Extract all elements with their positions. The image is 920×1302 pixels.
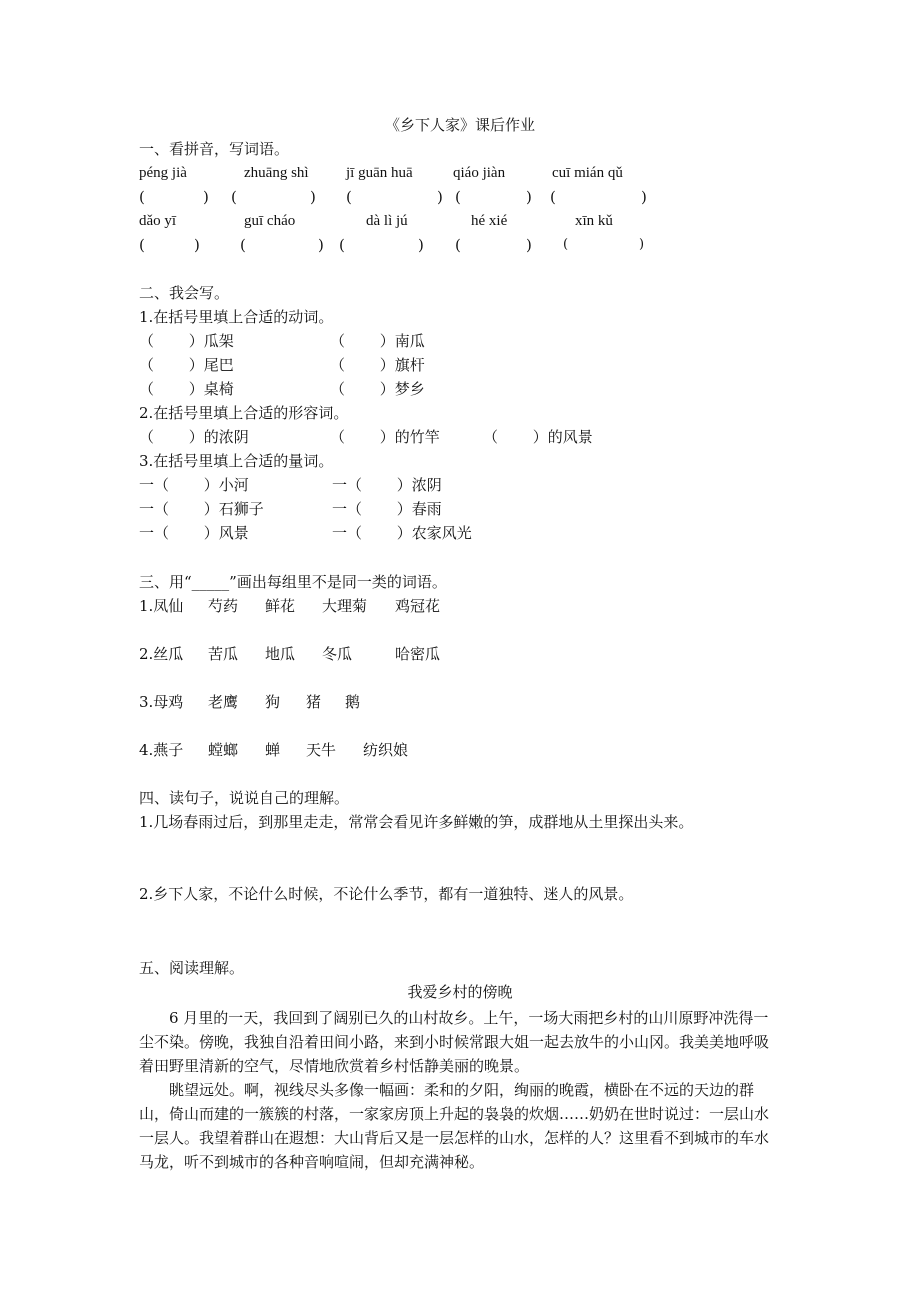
section-4-heading: 四、读句子，说说自己的理解。 [139,789,350,807]
fill-item[interactable]: （ ）旗杆 [330,356,425,374]
pinyin-9: hé xié [471,213,508,229]
question-2-1: 1.在括号里填上合适的动词。 [139,308,334,326]
word-option[interactable]: 螳螂 [208,741,239,759]
fill-item[interactable]: （ ）的竹竿 [330,428,440,446]
word-option[interactable]: 地瓜 [265,645,296,663]
word-option[interactable]: 大理菊 [322,597,368,615]
fill-item[interactable]: （ ）桌椅 [139,380,234,398]
word-option[interactable]: 哈密瓜 [395,645,441,663]
answer-blank-2-open[interactable]: ( [231,188,237,206]
answer-blank-10-open[interactable]: ( [563,237,569,252]
word-option[interactable]: 蝉 [265,741,281,759]
pinyin-7: guī cháo [244,213,296,229]
fill-item[interactable]: 一（ ）石狮子 [139,500,264,518]
word-option[interactable]: 猪 [306,693,322,711]
word-option[interactable]: 4.燕子 [139,741,184,759]
fill-item[interactable]: 一（ ）农家风光 [332,524,472,542]
pinyin-10: xīn kǔ [575,213,613,229]
word-option[interactable]: 1.凤仙 [139,597,184,615]
section-3-heading: 三、用“_____”画出每组里不是同一类的词语。 [139,573,447,591]
fill-item[interactable]: （ ）梦乡 [330,380,425,398]
pinyin-4: qiáo jiàn [453,165,506,181]
sentence-2: 2.乡下人家，不论什么时候，不论什么季节，都有一道独特、迷人的风景。 [139,885,634,903]
word-option[interactable]: 鲜花 [265,597,296,615]
pinyin-2: zhuāng shì [244,165,309,181]
answer-blank-5-open[interactable]: ( [550,188,556,206]
pinyin-6: dǎo yī [139,213,177,229]
answer-blank-8-open[interactable]: ( [339,236,345,254]
section-2-heading: 二、我会写。 [139,284,230,302]
answer-blank-1-close: ) [203,188,209,206]
answer-blank-6-close: ) [194,236,200,254]
word-option[interactable]: 天牛 [306,741,337,759]
fill-item[interactable]: （ ）的浓阴 [139,428,249,446]
word-option[interactable]: 冬瓜 [322,645,353,663]
fill-item[interactable]: （ ）的风景 [483,428,593,446]
fill-item[interactable]: 一（ ）风景 [139,524,249,542]
section-1-heading: 一、看拼音，写词语。 [139,140,290,158]
answer-blank-2-close: ) [310,188,316,206]
question-2-2: 2.在括号里填上合适的形容词。 [139,404,349,422]
section-5-heading: 五、阅读理解。 [139,959,245,977]
answer-blank-6-open[interactable]: ( [139,236,145,254]
answer-blank-7-close: ) [318,236,324,254]
answer-blank-5-close: ) [641,188,647,206]
word-option[interactable]: 老鹰 [208,693,239,711]
answer-blank-8-close: ) [418,236,424,254]
word-option[interactable]: 芍药 [208,597,239,615]
answer-blank-9-open[interactable]: ( [455,236,461,254]
fill-item[interactable]: （ ）南瓜 [330,332,425,350]
fill-item[interactable]: （ ）瓜架 [139,332,234,350]
passage-paragraph-1: 6 月里的一天，我回到了阔别已久的山村故乡。上午，一场大雨把乡村的山川原野冲洗得一尘不染。傍晚，我独自沿着田间小路，来到小时候常跟大姐一起去放牛的小山冈。我美美地呼吸着田野里清新的空气，尽情地欣赏着乡村恬静美丽的晚景。 [139,1009,770,1075]
question-2-3: 3.在括号里填上合适的量词。 [139,452,334,470]
fill-item[interactable]: （ ）尾巴 [139,356,234,374]
word-option[interactable]: 苦瓜 [208,645,239,663]
word-option[interactable]: 狗 [265,693,281,711]
answer-blank-10-close: ) [639,237,645,252]
pinyin-5: cuī mián qǔ [552,165,623,181]
word-option[interactable]: 3.母鸡 [139,693,184,711]
word-option[interactable]: 鸡冠花 [395,597,441,615]
answer-blank-7-open[interactable]: ( [240,236,246,254]
passage-paragraph-2: 眺望远处。啊，视线尽头多像一幅画：柔和的夕阳，绚丽的晚霞，横卧在不远的天边的群山，倚山而建的一簇簇的村落，一家家房顶上升起的袅袅的炊烟……奶奶在世时说过：一层山水一层人。我望着群山在遐想：大山背后又是一层怎样的山水，怎样的人？这里看不到城市的车水马龙，听不到城市的各种音响喧闹，但却充满神秘。 [139,1081,770,1171]
answer-blank-3-close: ) [437,188,443,206]
page-title: 《乡下人家》课后作业 [384,116,535,134]
answer-blank-4-open[interactable]: ( [455,188,461,206]
pinyin-1: péng jià [139,165,187,181]
word-option[interactable]: 纺织娘 [363,741,409,759]
word-option[interactable]: 2.丝瓜 [139,645,184,663]
answer-blank-9-close: ) [526,236,532,254]
answer-blank-1-open[interactable]: ( [139,188,145,206]
pinyin-3: jī guān huā [346,165,413,181]
word-option[interactable]: 鹅 [345,693,361,711]
sentence-1: 1.几场春雨过后，到那里走走，常常会看见许多鲜嫩的笋，成群地从土里探出头来。 [139,813,694,831]
fill-item[interactable]: 一（ ）小河 [139,476,249,494]
fill-item[interactable]: 一（ ）春雨 [332,500,442,518]
fill-item[interactable]: 一（ ）浓阴 [332,476,442,494]
answer-blank-4-close: ) [526,188,532,206]
pinyin-8: dà lì jú [366,213,408,229]
answer-blank-3-open[interactable]: ( [346,188,352,206]
passage-title: 我爱乡村的傍晚 [407,983,513,1001]
